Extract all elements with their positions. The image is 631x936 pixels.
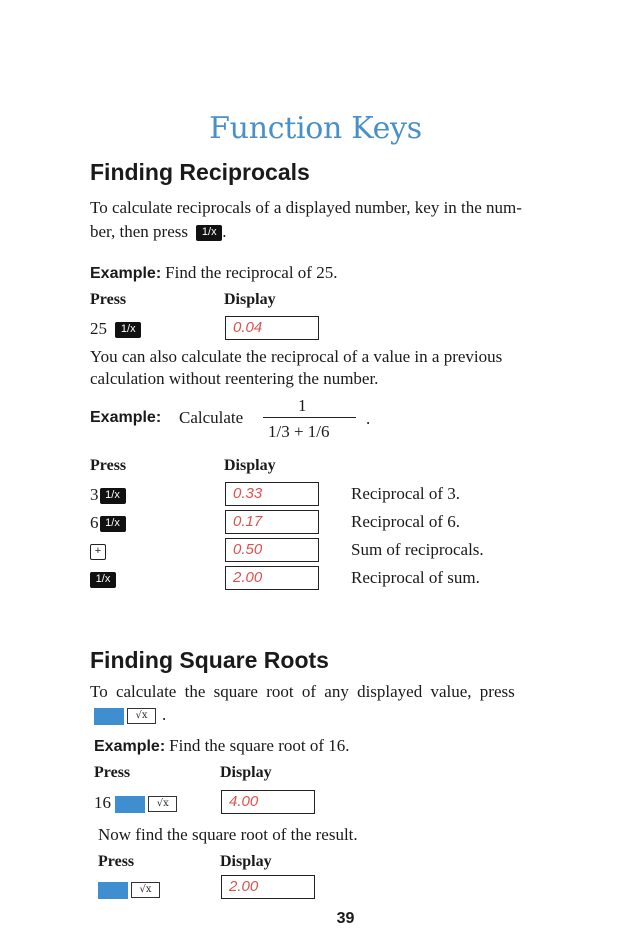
reciprocals-para2-line1: You can also calculate the reciprocal of a value in a previous xyxy=(90,347,503,366)
calculator-display xyxy=(225,482,319,506)
reciprocals-intro-line2: ber, then press 1/x . xyxy=(90,222,227,241)
example-text: Find the square root of 16. xyxy=(169,736,350,755)
page-title: Function Keys xyxy=(209,111,422,146)
press-digits: 6 xyxy=(90,513,99,532)
example-line xyxy=(94,734,350,757)
shift-key xyxy=(115,796,145,813)
press-digits: 3 xyxy=(90,485,99,504)
reciprocal-key: 1/x xyxy=(196,225,222,241)
display-value: 0.17 xyxy=(233,513,263,530)
display-column-header: Display xyxy=(220,853,272,870)
square-root-key: √x xyxy=(131,882,160,898)
row-note: Reciprocal of 6. xyxy=(351,512,461,531)
display-column-header: Display xyxy=(220,764,272,781)
display-value: 0.33 xyxy=(233,485,263,502)
calculator-display xyxy=(225,566,319,590)
example-label: Example: xyxy=(90,265,162,282)
page-number: 39 xyxy=(336,910,355,927)
display-value: 2.00 xyxy=(233,569,263,586)
row-note: Sum of reciprocals. xyxy=(351,540,484,559)
shift-key xyxy=(98,882,128,899)
calculator-display xyxy=(225,538,319,562)
press-column-header: Press xyxy=(90,457,127,474)
calculator-display xyxy=(225,316,319,340)
example-text: Find the reciprocal of 25. xyxy=(165,263,338,282)
calculator-display xyxy=(225,510,319,534)
fraction-numerator: 1 xyxy=(298,396,307,415)
square-root-keys: √x . xyxy=(94,703,166,726)
reciprocals-intro-line1: To calculate reciprocals of a displayed number, key in the num- xyxy=(90,198,522,217)
calculator-display xyxy=(221,790,315,814)
press-sequence xyxy=(94,791,177,814)
plus-key: + xyxy=(90,544,106,560)
press-digits: 25 xyxy=(90,319,107,338)
press-column-header: Press xyxy=(98,853,135,870)
press-column-header: Press xyxy=(90,291,127,308)
row-note: Reciprocal of sum. xyxy=(351,568,480,587)
square-root-key: √x xyxy=(127,708,156,724)
reciprocal-key: 1/x xyxy=(100,488,126,504)
square-root-key: √x xyxy=(148,796,177,812)
reciprocal-key: 1/x xyxy=(115,322,141,338)
press-sequence xyxy=(90,483,126,506)
press-sequence xyxy=(98,877,160,900)
example-text: Calculate xyxy=(179,408,244,427)
row-note: Reciprocal of 3. xyxy=(351,484,461,503)
display-value: 0.50 xyxy=(233,541,263,558)
press-sequence xyxy=(90,567,116,590)
fraction-denominator: 1/3 + 1/6 xyxy=(268,422,330,441)
reciprocals-intro-text: ber, then press xyxy=(90,222,188,241)
example-label: Example: xyxy=(90,409,162,426)
shift-key xyxy=(94,708,124,725)
press-column-header: Press xyxy=(94,764,131,781)
display-value: 2.00 xyxy=(229,878,259,895)
press-sequence xyxy=(90,317,141,340)
reciprocal-key: 1/x xyxy=(100,516,126,532)
fraction-period: . xyxy=(366,409,371,428)
display-value: 0.04 xyxy=(233,319,263,336)
section-heading-square-roots: Finding Square Roots xyxy=(90,647,329,673)
square-roots-intro: To calculate the square root of any displayed value, press xyxy=(90,682,515,701)
press-sequence xyxy=(90,539,106,562)
example-label: Example: xyxy=(94,738,166,755)
display-column-header: Display xyxy=(224,457,276,474)
reciprocal-key: 1/x xyxy=(90,572,116,588)
example-line xyxy=(90,261,337,284)
section-heading-reciprocals: Finding Reciprocals xyxy=(90,159,310,185)
display-value: 4.00 xyxy=(229,793,259,810)
reciprocals-para2-line2: calculation without reentering the number. xyxy=(90,369,379,388)
display-column-header: Display xyxy=(224,291,276,308)
fraction-bar xyxy=(263,417,356,418)
press-digits: 16 xyxy=(94,793,111,812)
square-roots-para2: Now find the square root of the result. xyxy=(98,825,358,844)
calculator-display xyxy=(221,875,315,899)
press-sequence xyxy=(90,511,126,534)
